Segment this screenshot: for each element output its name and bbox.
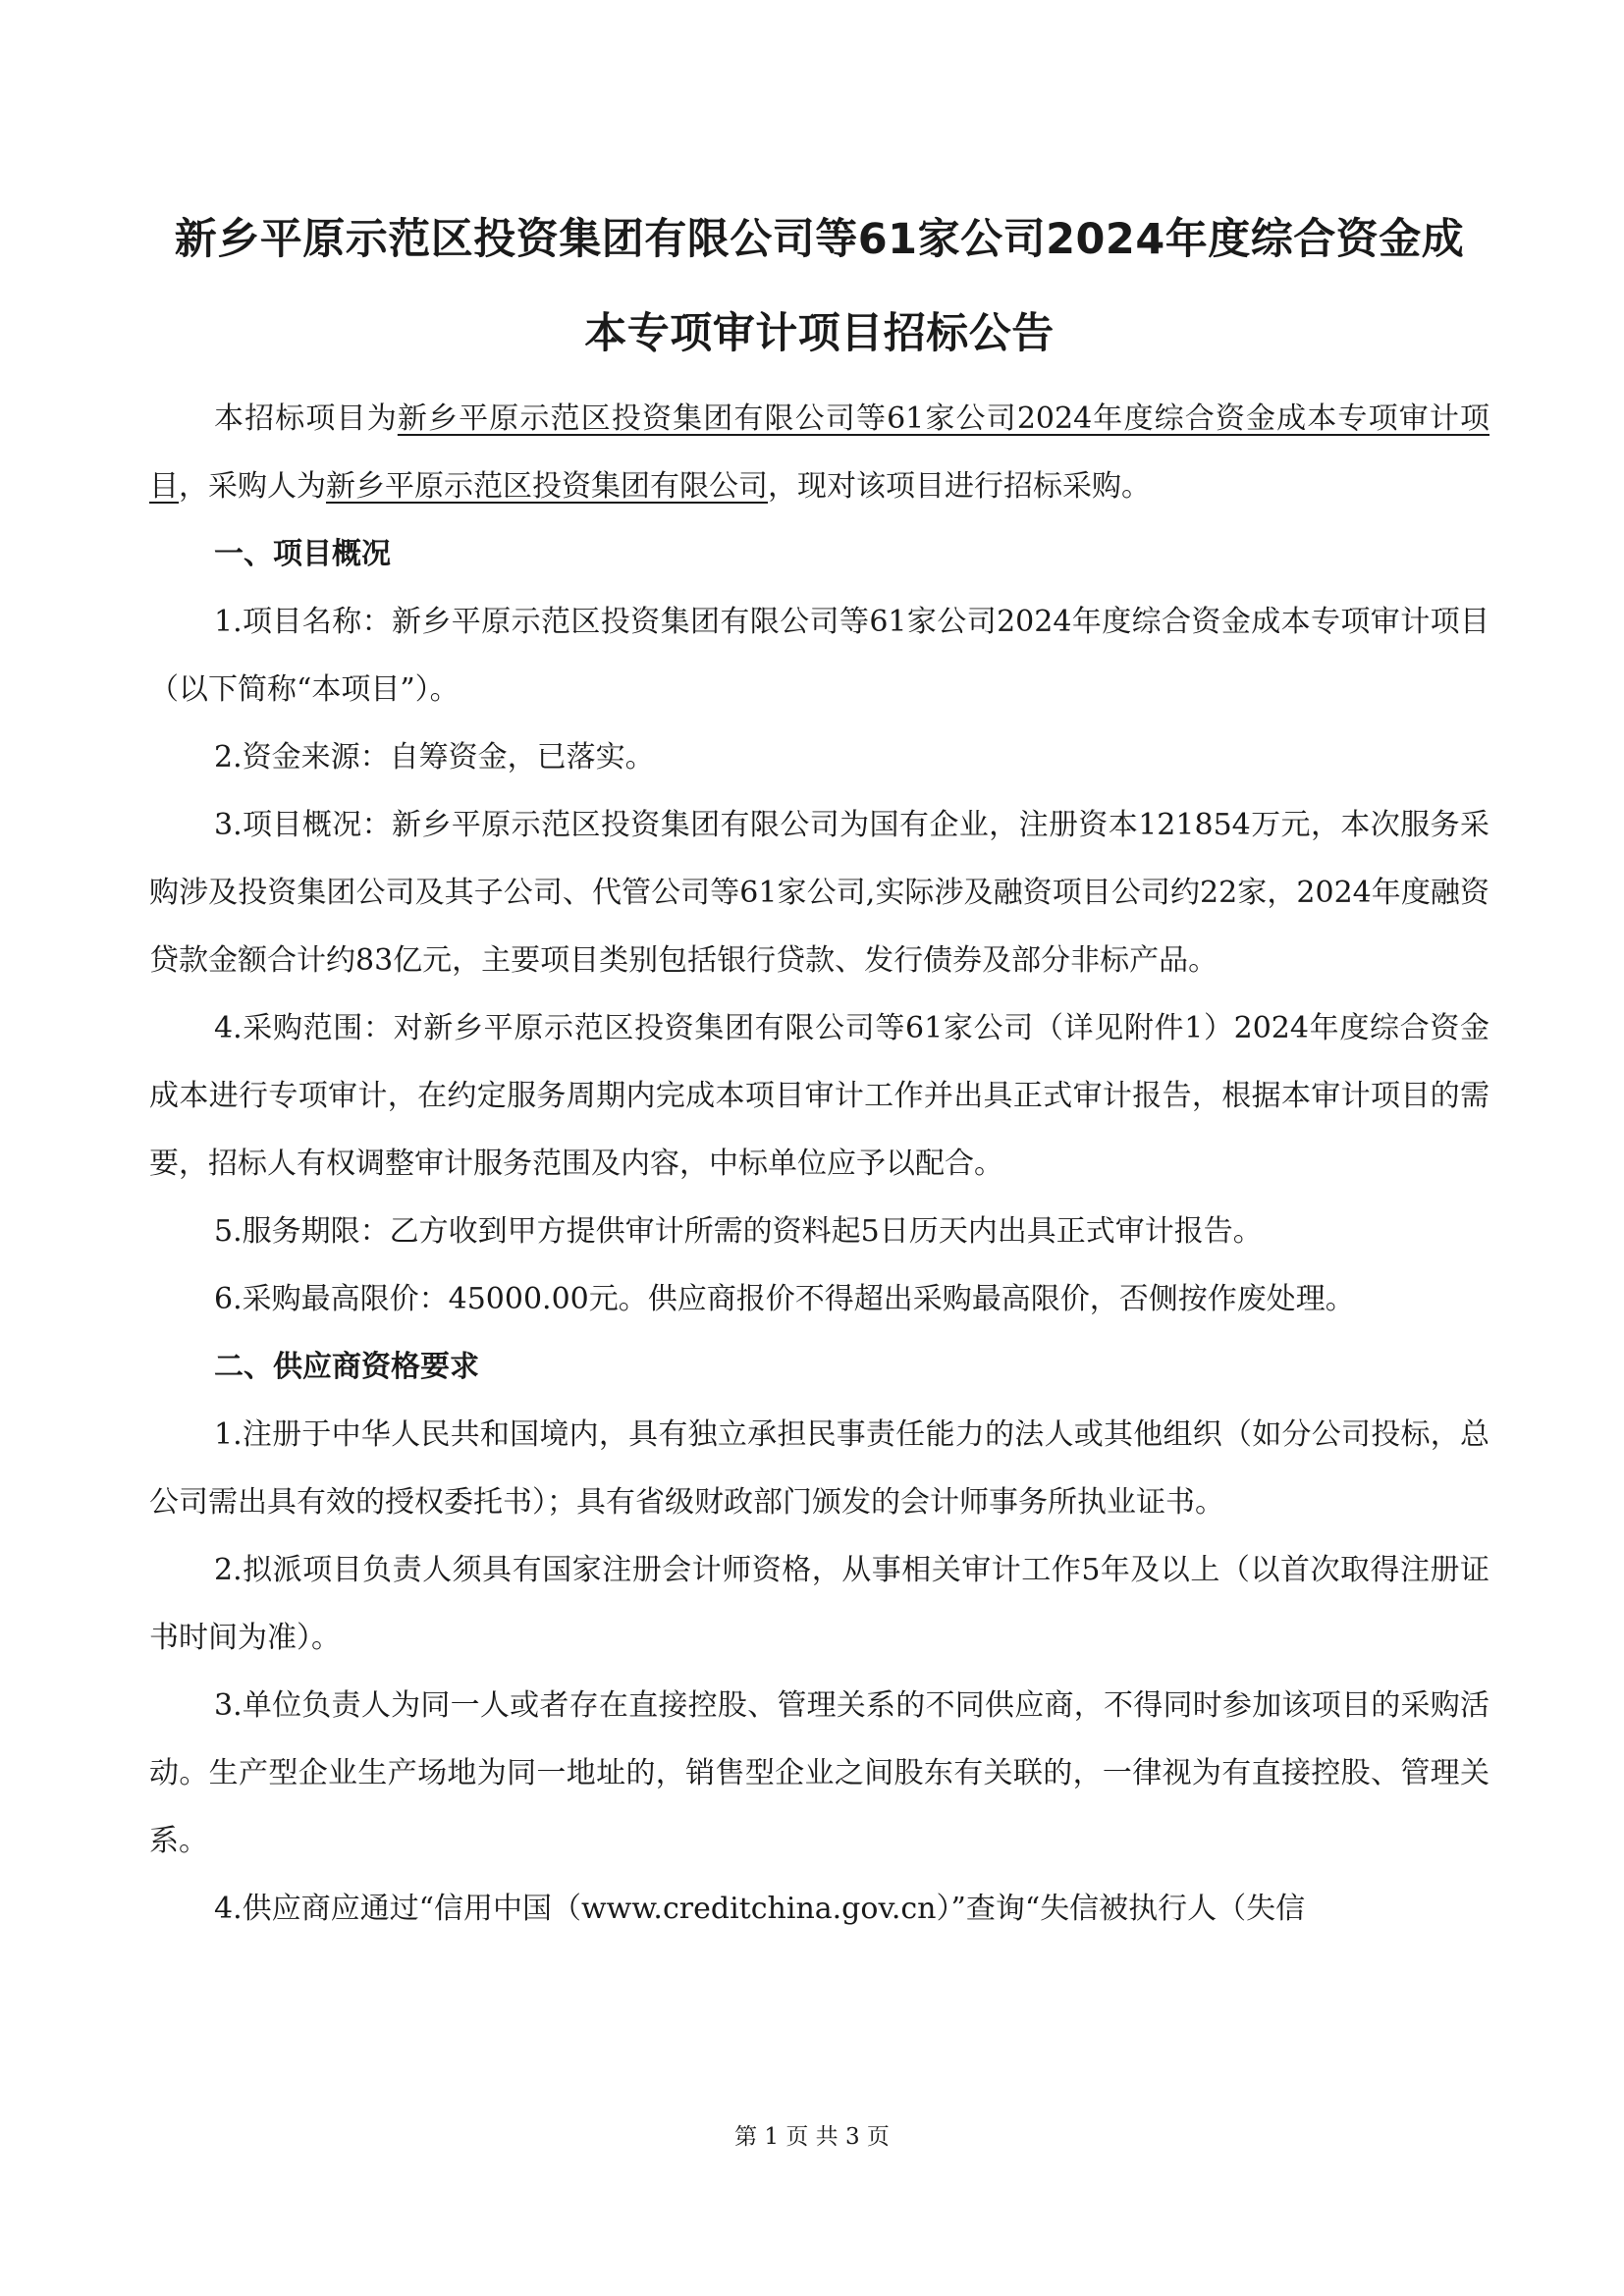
- qualification-item-3: 3.单位负责人为同一人或者存在直接控股、管理关系的不同供应商，不得同时参加该项目的采购活动。生产型企业生产场地为同一地址的，销售型企业之间股东有关联的，一律视为有直接控股、管理关系。: [149, 1688, 1489, 1858]
- qualification-item-1: 1.注册于中华人民共和国境内，具有独立承担民事责任能力的法人或其他组织（如分公司投标，总公司需出具有效的授权委托书）；具有省级财政部门颁发的会计师事务所执业证书。: [149, 1417, 1489, 1520]
- intro-paragraph: [149, 385, 1489, 520]
- intro-project-name: 新乡平原示范区投资集团有限公司等61家公司2024年度综合资金成本专项审计项目: [149, 401, 1489, 504]
- overview-item-2: 2.资金来源：自筹资金，已落实。: [214, 740, 655, 774]
- section-heading-qualifications: 二、供应商资格要求: [214, 1350, 479, 1384]
- section-heading-overview: 一、项目概况: [214, 537, 391, 571]
- qualification-item-2: 2.拟派项目负责人须具有国家注册会计师资格，从事相关审计工作5年及以上（以首次取得注册证书时间为准）。: [149, 1553, 1489, 1655]
- overview-item-3: 3.项目概况：新乡平原示范区投资集团有限公司为国有企业，注册资本121854万元，本次服务采购涉及投资集团公司及其子公司、代管公司等61家公司,实际涉及融资项目公司约22家，2024年度融资贷款金额合计约83亿元，主要项目类别包括银行贷款、发行债券及部分非标产品。: [149, 808, 1489, 978]
- intro-middle: ，采购人为: [179, 469, 326, 504]
- intro-suffix: ，现对该项目进行招标采购。: [768, 469, 1151, 504]
- qualification-item-4: 4.供应商应通过“信用中国（www.creditchina.gov.cn）”查询“失信被执行人（失信: [214, 1892, 1306, 1926]
- title-line-1: 新乡平原示范区投资集团有限公司等61家公司2024年度综合资金成: [174, 215, 1465, 264]
- document-title: [149, 192, 1489, 381]
- document-content: [149, 385, 1489, 1943]
- intro-purchaser: 新乡平原示范区投资集团有限公司: [326, 469, 768, 504]
- overview-item-4: 4.采购范围：对新乡平原示范区投资集团有限公司等61家公司（详见附件1）2024年度综合资金成本进行专项审计，在约定服务周期内完成本项目审计工作并出具正式审计报告，根据本审计项目的需要，招标人有权调整审计服务范围及内容，中标单位应予以配合。: [149, 1011, 1489, 1181]
- document-body: [149, 192, 1489, 1943]
- title-line-2: 本专项审计项目招标公告: [584, 309, 1055, 358]
- overview-item-5: 5.服务期限：乙方收到甲方提供审计所需的资料起5日历天内出具正式审计报告。: [214, 1214, 1263, 1249]
- overview-item-1: 1.项目名称：新乡平原示范区投资集团有限公司等61家公司2024年度综合资金成本专项审计项目（以下简称“本项目”）。: [149, 605, 1489, 707]
- overview-item-6: 6.采购最高限价：45000.00元。供应商报价不得超出采购最高限价，否侧按作废处理。: [214, 1282, 1355, 1316]
- page-number-footer: 第 1 页 共 3 页: [734, 2124, 890, 2150]
- intro-prefix: 本招标项目为: [214, 401, 398, 436]
